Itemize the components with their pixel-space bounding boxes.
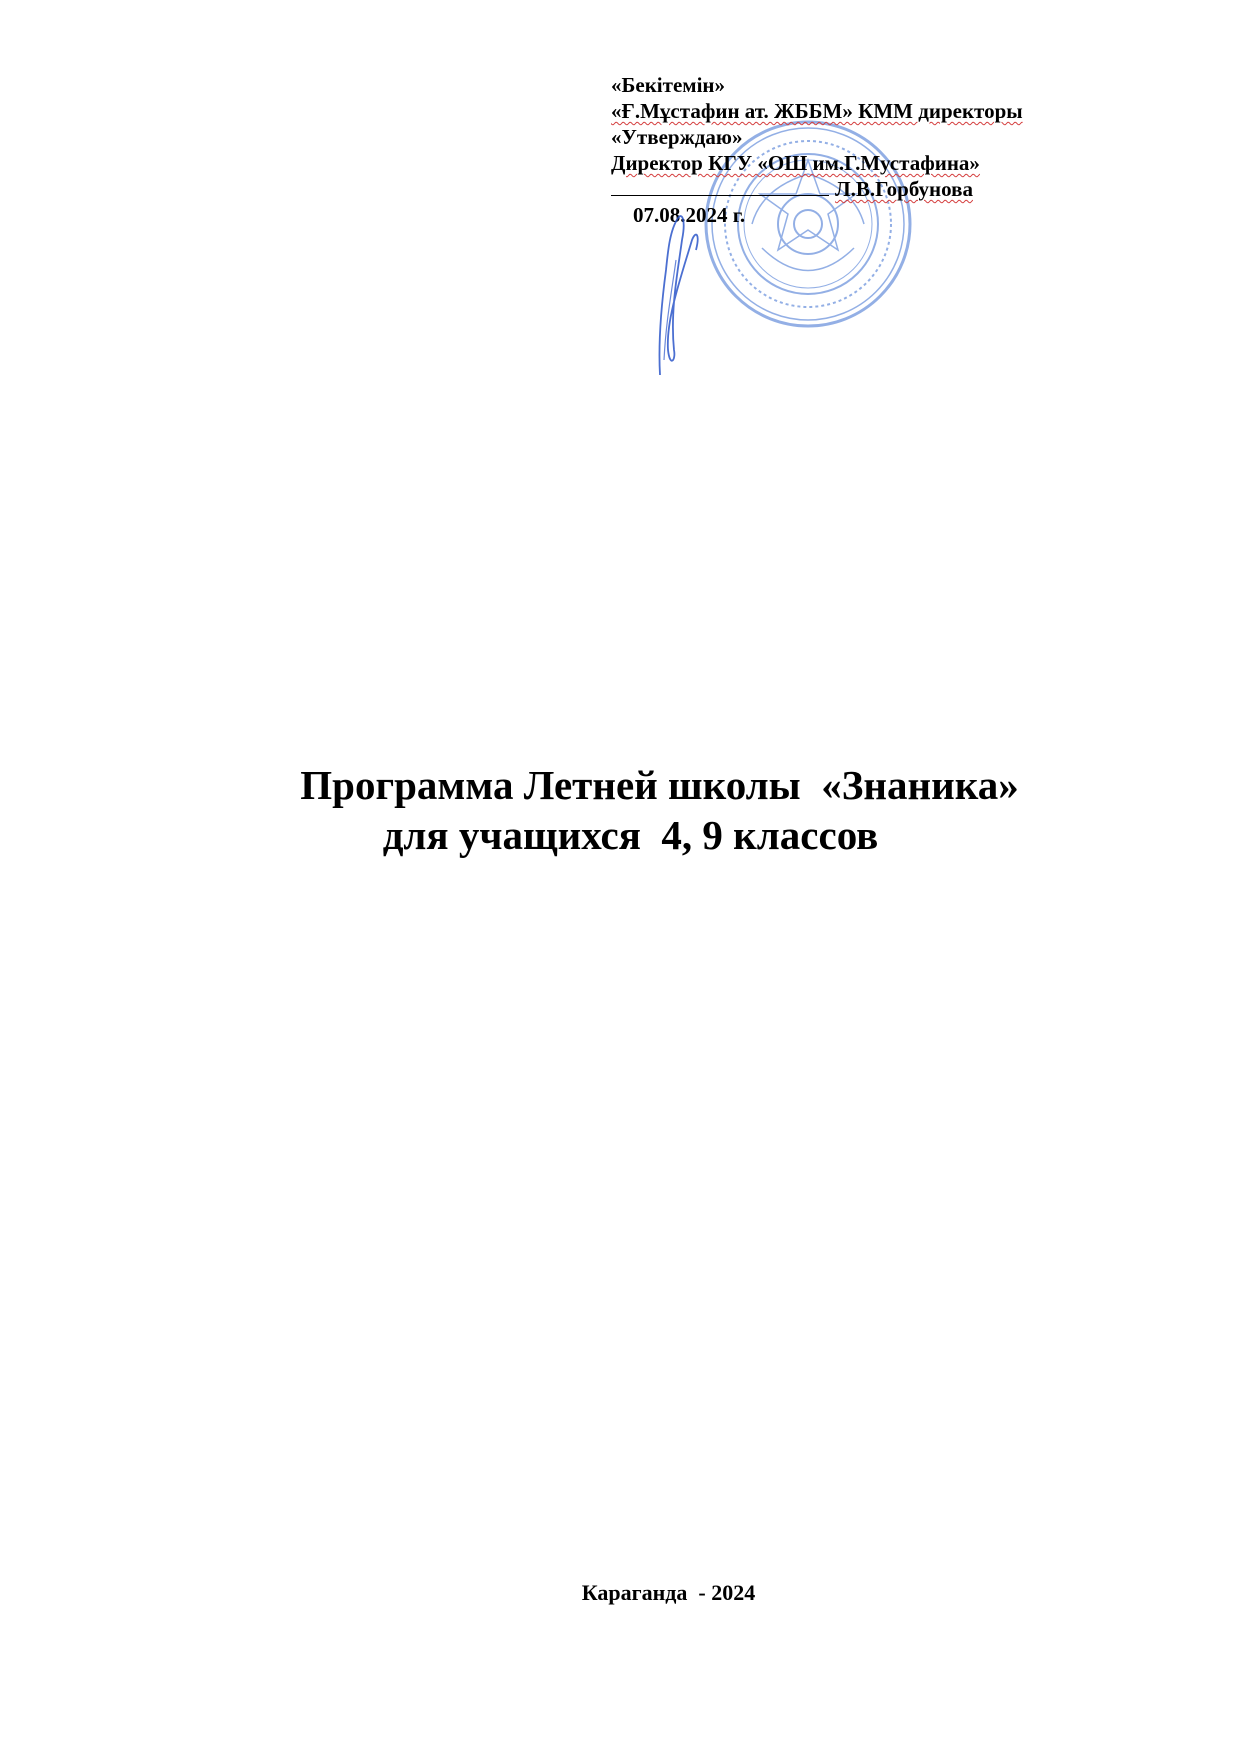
document-title: [0, 760, 1241, 860]
russian-approve-label: «Утверждаю»: [611, 125, 743, 149]
kazakh-director-title: «Ғ.Мұстафин ат. ЖББМ» КММ директоры: [611, 99, 1023, 123]
russian-director-title: Директор КГУ «ОШ им.Г.Мустафина»: [611, 151, 980, 175]
signature-underline: [611, 177, 829, 196]
director-name: Л.В.Горбунова: [835, 177, 973, 201]
signature-row: [611, 176, 1171, 202]
approval-date: 07.08.2024 г.: [633, 203, 746, 227]
city-year-text: Караганда - 2024: [581, 1580, 756, 1605]
kazakh-approve-label: «Бекітемін»: [611, 73, 726, 97]
title-line-1: Программа Летней школы «Знаника»: [300, 762, 1019, 808]
title-line-2: для учащихся 4, 9 классов: [382, 812, 879, 858]
handwritten-signature-icon: [640, 200, 720, 380]
footer-city-year: [0, 1580, 1241, 1606]
